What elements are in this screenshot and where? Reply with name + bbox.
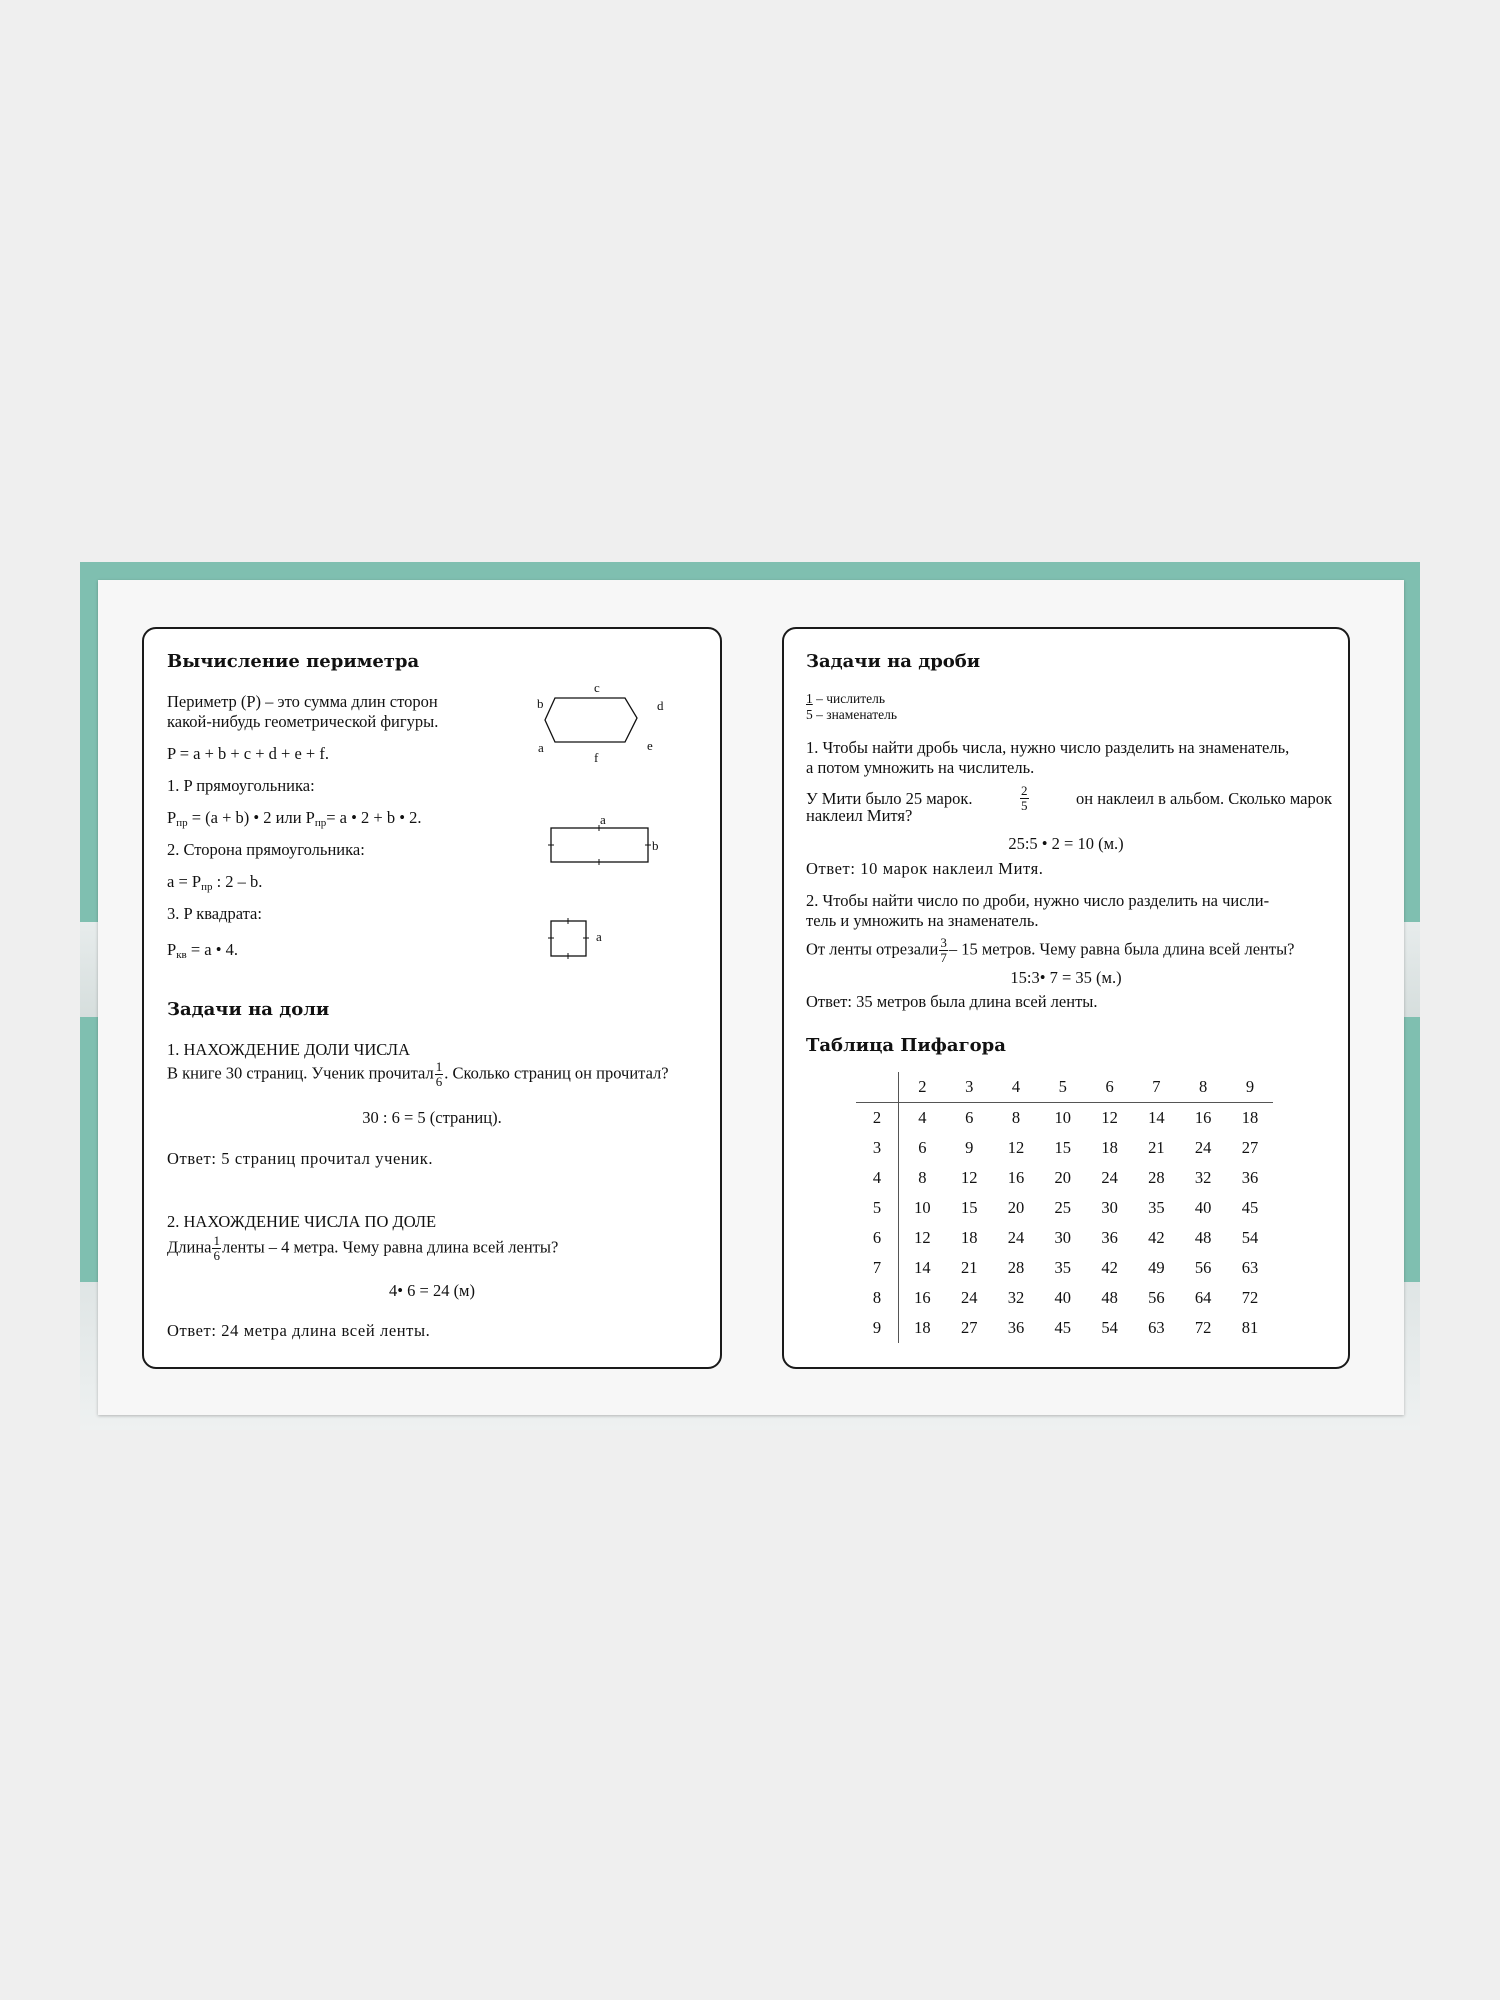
table-cell: 9 [965,1138,974,1157]
table-cell: 35 [1148,1198,1165,1217]
table-cell: 40 [1194,1198,1212,1217]
table-cell: 28 [1007,1258,1025,1277]
table-row [856,1253,1273,1283]
rule2-line2: тель и умножить на знаменатель. [806,911,1039,930]
perimeter-definition-line2: какой-нибудь геометрической фигуры. [167,712,439,731]
table-row [856,1163,1273,1193]
table-cell: 40 [1054,1288,1072,1307]
table-row [856,1103,1273,1134]
row-header: 4 [856,1163,899,1193]
table-cell: 56 [1194,1258,1212,1277]
table-cell: 20 [1007,1198,1025,1217]
table-cell: 12 [1101,1108,1118,1127]
table-cell: 18 [1241,1108,1259,1127]
rectangle-perimeter-item: 1. P прямоугольника: [167,776,315,795]
share-of-number-answer: Ответ: 5 страниц прочитал ученик. [167,1149,434,1168]
column-header: 9 [1227,1072,1274,1103]
row-header: 7 [856,1253,899,1283]
hexagon-label-d: d [657,698,664,713]
column-header: 8 [1180,1072,1227,1103]
table-cell: 10 [914,1198,931,1217]
number-by-share-problem: Длина $\frac{1}{6}$ ленты – 4 метра. Чему равна длина всей ленты? [167,1233,559,1263]
table-cell: 24 [1194,1138,1212,1157]
shares-title: Задачи на доли [167,999,330,1020]
table-row [856,1283,1273,1313]
table-cell: 42 [1101,1258,1118,1277]
hexagon-label-c: c [594,680,600,695]
fraction-one-sixth-2: $\frac{1}{6}$ [213,1233,220,1263]
table-cell: 30 [1101,1198,1118,1217]
table-cell: 8 [918,1168,927,1187]
problem1-line2: наклеил Митя? [806,806,913,825]
table-cell: 18 [960,1228,978,1247]
table-cell: 10 [1054,1108,1072,1127]
table-cell: 12 [914,1228,931,1247]
table-cell: 36 [1241,1168,1259,1187]
column-header: 3 [946,1072,993,1103]
pythagoras-table [856,1072,1273,1343]
table-corner [856,1072,899,1103]
hexagon-diagram [535,680,670,765]
rule2-line1: 2. Чтобы найти число по дроби, нужно число разделить на числи- [806,891,1270,910]
rectangle-label-a: a [600,812,606,827]
square-perimeter-formula: $P_{кв} = a$ • 4. [167,940,239,961]
square-diagram [545,912,615,962]
hexagon-label-b: b [537,696,544,711]
rectangle-diagram [545,810,665,870]
rectangle-label-b: b [652,838,659,853]
table-cell: 81 [1241,1318,1259,1337]
fraction-three-sevenths: $\frac{3}{7}$ [940,935,947,965]
table-cell: 16 [1007,1168,1025,1187]
hexagon-label-e: e [647,738,653,753]
square-perimeter-item: 3. P квадрата: [167,904,262,923]
problem1-line1: У Мити было 25 марок. $\frac{2}{5}$ он наклеил в альбом. Сколько марок [806,783,1332,813]
table-cell: 35 [1054,1258,1072,1277]
hexagon-label-a: a [538,740,544,755]
table-cell: 72 [1241,1288,1259,1307]
column-header: 2 [899,1072,946,1103]
share-of-number-problem: В книге 30 страниц. Ученик прочитал $\frac{1}{6}$ . Сколько страниц он прочитал? [167,1059,669,1089]
number-by-share-calculation: 4• 6 = 24 (м) [388,1281,475,1300]
table-cell: 21 [960,1258,978,1277]
table-cell: 28 [1148,1168,1165,1187]
row-header: 9 [856,1313,899,1343]
number-by-share-heading: 2. НАХОЖДЕНИЕ ЧИСЛА ПО ДОЛЕ [167,1212,437,1231]
table-cell: 72 [1194,1318,1212,1337]
table-cell: 14 [914,1258,931,1277]
table-cell: 63 [1241,1258,1259,1277]
table-cell: 56 [1148,1288,1165,1307]
table-cell: 16 [1194,1108,1212,1127]
table-cell: 20 [1054,1168,1072,1187]
table-cell: 64 [1194,1288,1212,1307]
problem2-text: От ленты отрезали $\frac{3}{7}$ – 15 метров. Чему равна была длина всей ленты? [806,935,1295,965]
rectangle-side-formula: $a = P_{пр}$ : 2 – b. [167,872,263,893]
pythagoras-title: Таблица Пифагора [806,1035,1006,1056]
table-cell: 6 [965,1108,974,1127]
table-cell: 12 [960,1168,978,1187]
fraction-legend: 1 – числитель 5 – знаменатель [806,691,897,722]
table-cell: 63 [1148,1318,1165,1337]
table-cell: 48 [1101,1288,1118,1307]
table-cell: 15 [1054,1138,1072,1157]
table-row [856,1133,1273,1163]
square-label-a: a [596,929,602,944]
table-cell: 21 [1148,1138,1165,1157]
table-cell: 27 [1241,1138,1259,1157]
fractions-title: Задачи на дроби [806,651,981,672]
table-cell: 14 [1148,1108,1165,1127]
table-cell: 42 [1148,1228,1165,1247]
table-cell: 6 [918,1138,927,1157]
row-header: 5 [856,1193,899,1223]
rule1-line2: а потом умножить на числитель. [806,758,1035,777]
column-header: 6 [1086,1072,1133,1103]
table-cell: 36 [1101,1228,1118,1247]
problem1-answer: Ответ: 10 марок наклеил Митя. [806,859,1044,878]
rectangle-perimeter-formula: $P_{пр} = (a + b)$ • 2 или $P_{пр}= a$ • 2 + b • 2. [167,808,422,829]
rule1-line1: 1. Чтобы найти дробь числа, нужно число разделить на знаменатель, [806,738,1290,757]
table-cell: 48 [1194,1228,1212,1247]
table-cell: 30 [1054,1228,1072,1247]
table-cell: 24 [1007,1228,1025,1247]
share-of-number-heading: 1. НАХОЖДЕНИЕ ДОЛИ ЧИСЛА [167,1040,410,1059]
column-header: 7 [1133,1072,1180,1103]
hexagon-label-f: f [594,750,599,765]
table-cell: 45 [1241,1198,1259,1217]
problem1-calculation: 25:5 • 2 = 10 (м.) [1008,834,1124,853]
table-cell: 54 [1241,1228,1259,1247]
rectangle-side-item: 2. Сторона прямоугольника: [167,840,365,859]
table-row [856,1223,1273,1253]
fraction-one-sixth: $\frac{1}{6}$ [435,1059,443,1089]
table-cell: 27 [960,1318,978,1337]
perimeter-title: Вычисление периметра [167,651,420,672]
table-row [856,1193,1273,1223]
table-cell: 36 [1007,1318,1025,1337]
row-header: 6 [856,1223,899,1253]
table-cell: 8 [1011,1108,1021,1127]
table-cell: 32 [1007,1288,1025,1307]
row-header: 8 [856,1283,899,1313]
table-cell: 18 [914,1318,931,1337]
table-cell: 32 [1194,1168,1212,1187]
table-cell: 24 [1101,1168,1118,1187]
perimeter-definition-line1: Периметр (P) – это сумма длин сторон [167,692,438,711]
table-cell: 54 [1101,1318,1118,1337]
number-by-share-answer: Ответ: 24 метра длина всей ленты. [167,1321,431,1340]
fraction-two-fifths: $\frac{2}{5}$ [1021,783,1028,813]
table-cell: 16 [914,1288,931,1307]
table-row [856,1313,1273,1343]
perimeter-formula: P = a + b + c + d + e + f. [167,744,329,763]
row-header: 3 [856,1133,899,1163]
column-header: 5 [1039,1072,1086,1103]
table-cell: 15 [960,1198,978,1217]
column-header: 4 [993,1072,1040,1103]
share-of-number-calculation: 30 : 6 = 5 (страниц). [362,1108,502,1127]
row-header: 2 [856,1103,899,1134]
table-cell: 24 [960,1288,978,1307]
table-cell: 12 [1007,1138,1025,1157]
table-cell: 18 [1101,1138,1118,1157]
table-cell: 45 [1054,1318,1072,1337]
table-cell: 25 [1054,1198,1072,1217]
table-cell: 4 [918,1108,927,1127]
problem2-calculation: 15:3• 7 = 35 (м.) [1010,968,1122,987]
pythagoras-header-row [856,1072,1273,1103]
table-cell: 49 [1148,1258,1165,1277]
problem2-answer: Ответ: 35 метров была длина всей ленты. [806,992,1098,1011]
